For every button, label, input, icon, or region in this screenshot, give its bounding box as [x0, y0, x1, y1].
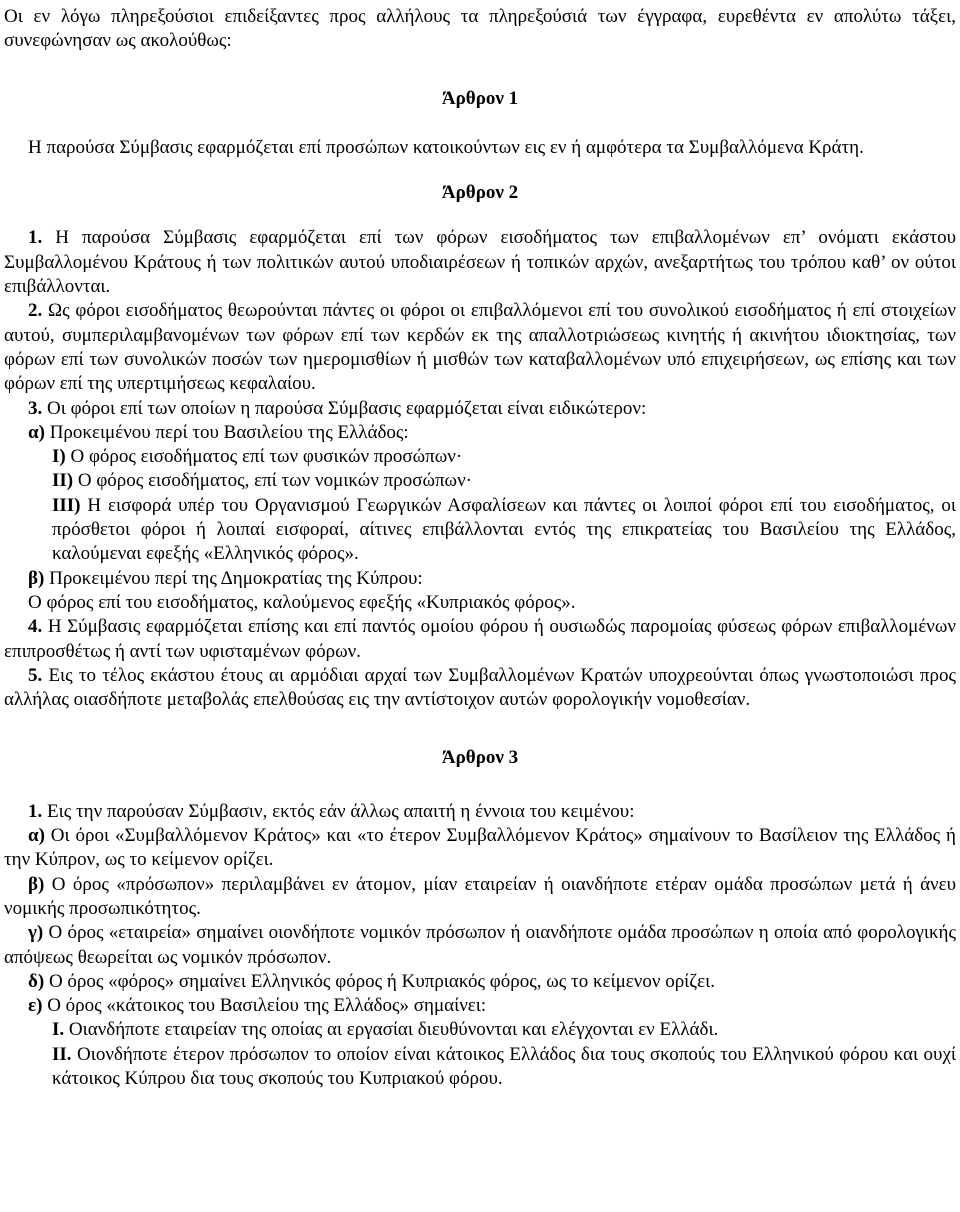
item-text: Οιανδήποτε εταιρείαν της οποίας αι εργασίαι διευθύνονται και ελέγχονται εν Ελλάδι. [64, 1019, 719, 1041]
article-3-heading: Άρθρον 3 [441, 747, 519, 769]
item-text: Ο όρος «πρόσωπον» περιλαμβάνει εν άτομον, μίαν εταιρείαν ή οιανδήποτε ετέραν ομάδα προσώπων μετά ή άνευ νομικής προσωπικότητος. [4, 873, 956, 919]
article-3-item-b [4, 873, 956, 922]
article-3-item-e [4, 994, 956, 1018]
article-2-paragraph-2 [4, 299, 956, 396]
paragraph-number: 1. [28, 227, 43, 249]
article-3-item-c [4, 921, 956, 970]
item-label: β) [28, 567, 45, 589]
article-2-item-b-sub: Ο φόρος επί του εισοδήματος, καλούμενος εφεξής «Κυπριακός φόρος». [28, 591, 576, 613]
article-2-heading: Άρθρον 2 [441, 182, 519, 204]
article-3-paragraph-1 [4, 800, 956, 824]
item-text: Οιονδήποτε έτερον πρόσωπον το οποίον είναι κάτοικος Ελλάδος δια τους σκοπούς του Ελληνικού φόρου και ουχί κάτοικος Κύπρου δια τους σκοπούς του Κυπριακού φόρου. [52, 1043, 956, 1089]
item-label: Ι. [52, 1019, 65, 1041]
paragraph-number: 5. [28, 664, 43, 686]
article-2-paragraph-1 [4, 226, 956, 299]
article-3-item-e-2 [4, 1043, 956, 1092]
item-label: α) [28, 825, 45, 847]
paragraph-number: 1. [28, 800, 43, 822]
item-text: Προκειμένου περί της Δημοκρατίας της Κύπρου: [44, 567, 423, 589]
paragraph-text: Εις το τέλος εκάστου έτους αι αρμόδιαι αρχαί των Συμβαλλομένων Κρατών υποχρεούνται όπως γνωστοποιώσι προς αλλήλας οιασδήποτε μεταβολάς επελθούσας εις την αντίστοιχον αυτών φορολογικήν νομοθεσίαν. [4, 664, 956, 711]
paragraph-number: 2. [28, 300, 43, 322]
item-label: δ) [28, 970, 45, 992]
article-2-item-ii [4, 469, 956, 493]
paragraph-text: Η Σύμβασις εφαρμόζεται επίσης και επί παντός ομοίου φόρου ή ουσιωδώς παρομοίας φύσεως φόρων επιβαλλομένων επιπροσθέτως ή αντί των υφισταμένων φόρων. [4, 616, 956, 662]
article-2-item-b [4, 567, 956, 591]
article-3-item-a [4, 824, 956, 873]
item-label: ε) [28, 995, 43, 1017]
item-text: Ο όρος «εταιρεία» σημαίνει οιονδήποτε νομικόν πρόσωπον ή οιανδήποτε ομάδα προσώπων η οποία από φορολογικής απόψεως θεωρείται ως νομικόν πρόσωπον. [4, 922, 956, 968]
item-text: Η εισφορά υπέρ του Οργανισμού Γεωργικών Ασφαλίσεων και πάντες οι λοιποί φόροι επί του εισοδήματος, οι πρόσθετοι φόροι ή λοιπαί εισφοραί, αίτινες επιβάλλονται εντός της επικρατείας του Βασιλείου της Ελλάδος, καλούμεναι εφεξής «Ελληνικός φόρος». [52, 494, 956, 565]
article-2-item-a [4, 421, 956, 445]
paragraph-text: Οι φόροι επί των οποίων η παρούσα Σύμβασις εφαρμόζεται είναι ειδικώτερον: [42, 397, 647, 419]
article-2-paragraph-4 [4, 615, 956, 664]
item-label: ΙΙΙ) [52, 494, 81, 516]
item-text: Οι όροι «Συμβαλλόμενον Κράτος» και «το έτερον Συμβαλλόμενον Κράτος» σημαίνουν το Βασίλειον της Ελλάδος ή την Κύπρον, ως το κείμενον ορίζει. [4, 825, 956, 871]
article-2-paragraph-3 [4, 397, 956, 421]
paragraph-text: Εις την παρούσαν Σύμβασιν, εκτός εάν άλλως απαιτή η έννοια του κειμένου: [42, 800, 635, 822]
paragraph-text: Ως φόροι εισοδήματος θεωρούνται πάντες οι φόροι οι επιβαλλόμενοι επί του συνολικού εισοδήματος ή επί στοιχείων αυτού, συμπεριλαμβανομένων των φόρων επί των κερδών εκ της απαλλοτριώσεως κινητής ή ακινήτου ιδιοκτησίας, των φόρων επί των συνολικών ποσών των ημερομισθίων ή μισθών των καταβαλλομένων υπό επιχειρήσεων, ως επίσης και των φόρων επί της υπερτιμήσεως κεφαλαίου. [4, 300, 956, 395]
item-label: β) [28, 873, 45, 895]
item-label: ΙΙ. [52, 1043, 72, 1065]
article-2-item-i [4, 445, 956, 469]
item-text: Ο φόρος εισοδήματος επί των φυσικών προσώπων· [65, 446, 463, 468]
article-2-item-iii [4, 494, 956, 567]
intro-paragraph: Οι εν λόγω πληρεξούσιοι επιδείξαντες προς αλλήλους τα πληρεξούσιά των έγγραφα, ευρεθέντα εν απολύτω τάξει, συνεφώνησαν ως ακολούθως: [4, 6, 956, 52]
item-text: Προκειμένου περί του Βασιλείου της Ελλάδος: [44, 421, 409, 443]
item-text: Ο όρος «φόρος» σημαίνει Ελληνικός φόρος ή Κυπριακός φόρος, ως το κείμενον ορίζει. [44, 970, 716, 992]
paragraph-number: 4. [28, 616, 43, 638]
item-label: α) [28, 421, 45, 443]
item-label: Ι) [52, 446, 66, 468]
item-label: ΙΙ) [52, 470, 74, 492]
item-text: Ο φόρος εισοδήματος, επί των νομικών προσώπων· [73, 470, 472, 492]
article-2-paragraph-5 [4, 664, 956, 713]
article-1-text: Η παρούσα Σύμβασις εφαρμόζεται επί προσώπων κατοικούντων εις εν ή αμφότερα τα Συμβαλλόμενα Κράτη. [28, 136, 864, 158]
paragraph-number: 3. [28, 397, 43, 419]
paragraph-text: Η παρούσα Σύμβασις εφαρμόζεται επί των φόρων εισοδήματος των επιβαλλομένων επ’ ονόματι εκάστου Συμβαλλομένου Κράτους ή των πολιτικών αυτού υποδιαιρέσεων ή τοπικών αρχών, ανεξαρτήτως του τρόπου καθ’ ον ούτοι επιβάλλονται. [4, 227, 956, 298]
item-text: Ο όρος «κάτοικος του Βασιλείου της Ελλάδος» σημαίνει: [42, 995, 487, 1017]
article-3-item-e-1 [4, 1018, 956, 1042]
article-1-heading: Άρθρον 1 [441, 87, 519, 109]
item-label: γ) [28, 922, 44, 944]
article-3-item-d [4, 970, 956, 994]
